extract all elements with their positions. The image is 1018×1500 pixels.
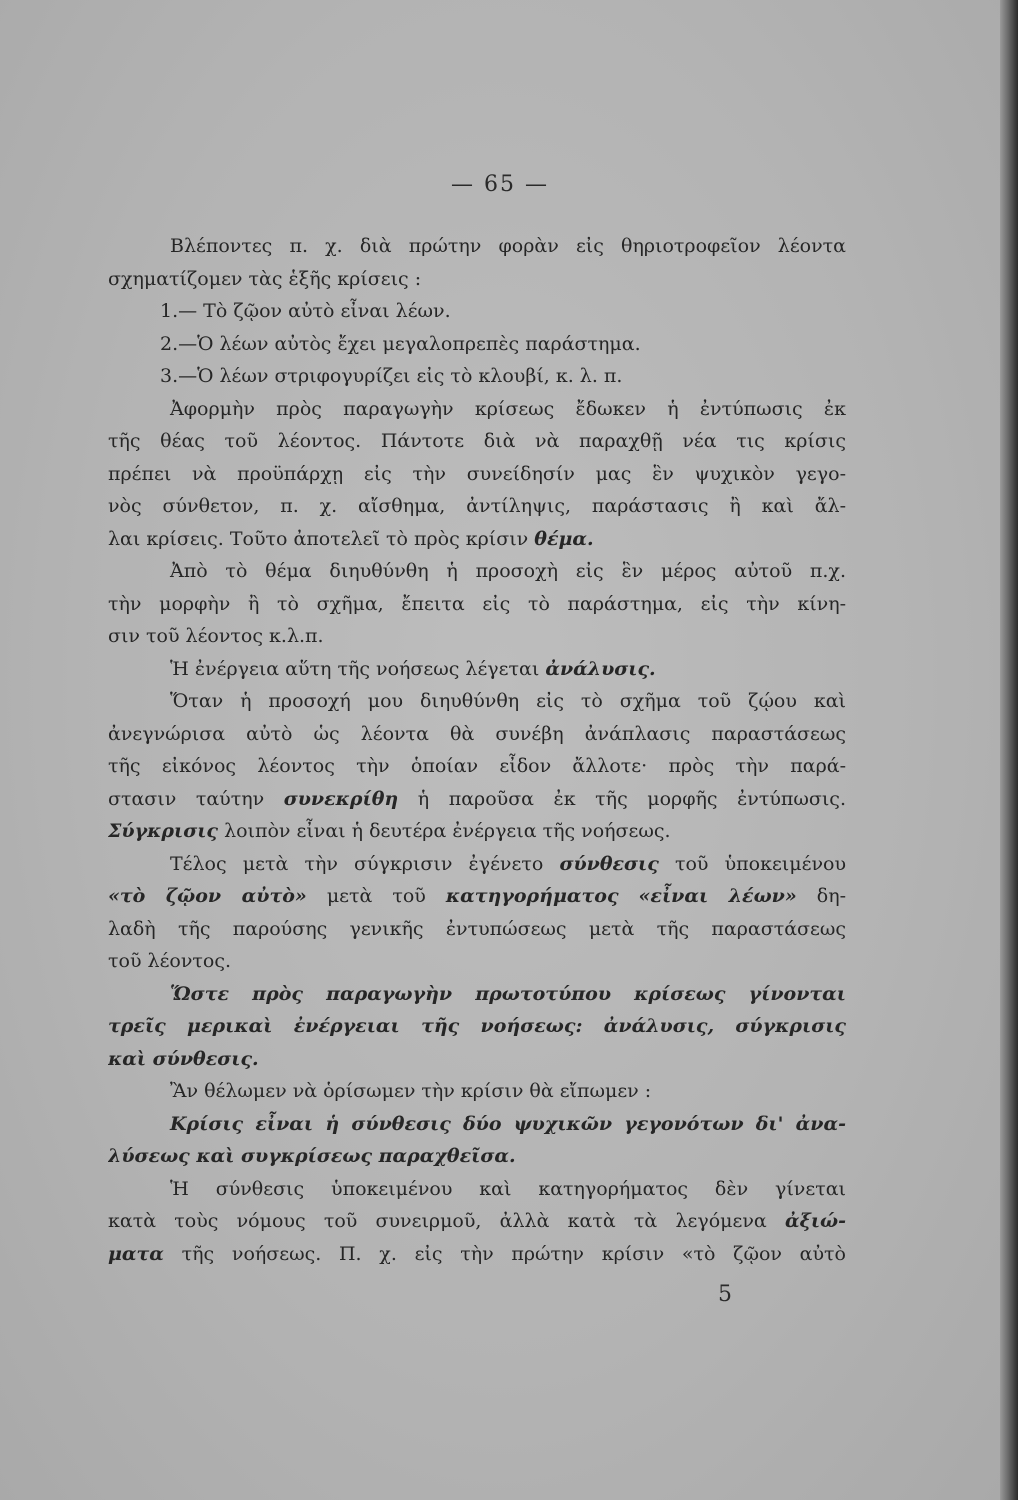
text-line [108, 1140, 846, 1173]
text-line: πρέπει νὰ προϋπάρχῃ εἰς τὴν συνείδησίν μας ἓν ψυχικὸν γεγο- [108, 462, 846, 485]
text-line [108, 783, 846, 816]
signature-mark: 5 [718, 1282, 732, 1307]
text-segment: Ἡ ἐνέργεια αὕτη τῆς νοήσεως λέγεται [170, 657, 540, 680]
term-synthesis: σύνθεσις [559, 852, 659, 875]
text-line [108, 653, 846, 686]
term-kategorematos: κατηγορήματος [445, 885, 619, 907]
text-line: Ἀπὸ τὸ θέμα διηυθύνθη ἡ προσοχὴ εἰς ἓν μέρος αὐτοῦ π.χ. [170, 560, 846, 582]
text-segment: ἡ παροῦσα ἐκ τῆς μορφῆς ἐντύπωσις. [417, 787, 846, 810]
definition-line: Κρίσις εἶναι ἡ σύνθεσις δύο ψυχικῶν γεγονότων δι' ἀνα- [170, 1112, 846, 1135]
term-axiomata-start: ἀξιώ- [784, 1210, 846, 1232]
text-line: Ἀφορμὴν πρὸς παραγωγὴν κρίσεως ἔδωκεν ἡ ἐντύπωσις ἐκ [170, 397, 846, 420]
text-line [108, 880, 846, 913]
text-line: σχηματίζομεν τὰς ἑξῆς κρίσεις : [108, 267, 422, 290]
text-segment: δη- [816, 885, 846, 907]
text-line: Ἂν θέλωμεν νὰ ὁρίσωμεν τὴν κρίσιν θὰ εἴπωμεν : [170, 1080, 652, 1102]
text-line: 1.— Τὸ ζῷον αὐτὸ εἶναι λέων. [160, 300, 451, 322]
term-zoon-auto: «τὸ ζῷον αὐτὸ» [108, 885, 307, 907]
text-line [108, 1238, 846, 1271]
text-line: νὸς σύνθετον, π. χ. αἴσθημα, ἀντίληψις, παράστασις ἢ καὶ ἄλ- [108, 495, 846, 517]
text-line: 2.—Ὁ λέων αὐτὸς ἔχει μεγαλοπρεπὲς παράστημα. [160, 332, 641, 355]
text-line [108, 523, 846, 556]
text-line: σιν τοῦ λέοντος κ.λ.π. [108, 625, 324, 647]
text-segment: Τέλος μετὰ τὴν σύγκρισιν ἐγένετο [170, 852, 544, 875]
body-text [108, 230, 846, 1270]
text-line: λαδὴ τῆς παρούσης γενικῆς ἐντυπώσεως μετὰ τῆς παραστάσεως [108, 917, 846, 940]
text-segment: λαι κρίσεις. Τοῦτο ἀποτελεῖ τὸ πρὸς κρίσιν [108, 527, 529, 550]
emphasis-line: καὶ σύνθεσις. [108, 1047, 259, 1070]
text-line [108, 1010, 846, 1043]
text-line: τῆς θέας τοῦ λέοντος. Πάντοτε διὰ νὰ παραχθῇ νέα τις κρίσις [108, 430, 846, 452]
text-segment: μετὰ τοῦ [326, 885, 426, 907]
text-line [108, 848, 846, 881]
term-axiomata-end: ματα [108, 1242, 164, 1265]
page-number: — 65 — [451, 172, 549, 197]
term-thema: θέμα. [534, 527, 594, 550]
text-line: τῆς εἰκόνος λέοντος τὴν ὁποίαν εἶδον ἄλλοτε· πρὸς τὴν παρά- [108, 755, 846, 777]
text-segment: τῆς νοήσεως. Π. χ. εἰς τὴν πρώτην κρίσιν «τὸ ζῷον αὐτὸ [181, 1242, 846, 1265]
text-line: Βλέποντες π. χ. διὰ πρώτην φορὰν εἰς θηριοτροφεῖον λέοντα [170, 235, 846, 257]
emphasis-line: τρεῖς μερικαὶ ἐνέργειαι τῆς νοήσεως: ἀνάλυσις, σύγκρισις [108, 1015, 846, 1037]
text-line: τὴν μορφὴν ἢ τὸ σχῆμα, ἔπειτα εἰς τὸ παράστημα, εἰς τὴν κίνη- [108, 592, 846, 615]
emphasis-line: Ὥστε πρὸς παραγωγὴν πρωτοτύπου κρίσεως γίνονται [170, 982, 846, 1005]
text-line: 3.—Ὁ λέων στριφογυρίζει εἰς τὸ κλουβί, κ. λ. π. [160, 365, 623, 387]
text-line [108, 1043, 846, 1076]
text-segment: λοιπὸν εἶναι ἡ δευτέρα ἐνέργεια τῆς νοήσεως. [224, 820, 671, 842]
text-line: τοῦ λέοντος. [108, 950, 232, 972]
term-synekrithe: συνεκρίθη [283, 787, 399, 810]
text-line: Ἡ σύνθεσις ὑποκειμένου καὶ κατηγορήματος δὲν γίνεται [170, 1177, 846, 1200]
text-line [108, 978, 846, 1011]
term-einai-leon: «εἶναι λέων» [638, 885, 797, 907]
text-line [108, 815, 846, 848]
text-segment: στασιν ταύτην [108, 787, 265, 810]
text-segment: τοῦ ὑποκειμένου [674, 852, 846, 875]
term-synkrisis: Σύγκρισις [108, 820, 219, 842]
scan-border [1000, 0, 1018, 1500]
term-analysis: ἀνάλυσις. [545, 657, 656, 680]
definition-line: λύσεως καὶ συγκρίσεως παραχθεῖσα. [108, 1145, 516, 1167]
text-line: Ὅταν ἡ προσοχή μου διηυθύνθη εἰς τὸ σχῆμα τοῦ ζῴου καὶ [170, 690, 846, 712]
text-line: ἀνεγνώρισα αὐτὸ ὡς λέοντα θὰ συνέβη ἀνάπλασις παραστάσεως [108, 722, 846, 745]
text-line [108, 1108, 846, 1141]
text-line [108, 1205, 846, 1238]
text-segment: κατὰ τοὺς νόμους τοῦ συνειρμοῦ, ἀλλὰ κατὰ τὰ λεγόμενα [108, 1210, 767, 1232]
